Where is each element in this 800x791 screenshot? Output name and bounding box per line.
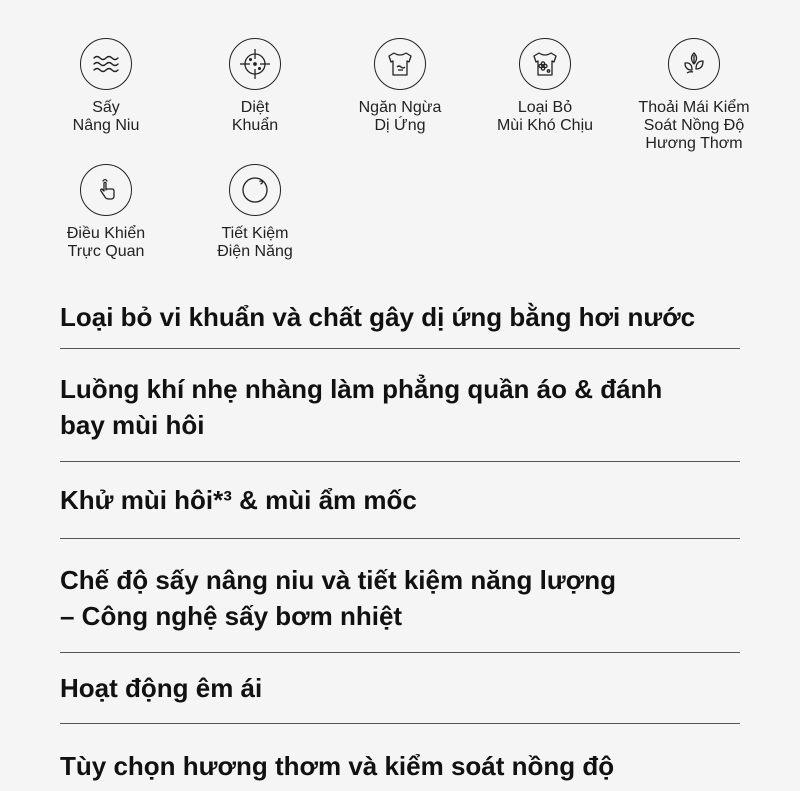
touch-icon	[80, 164, 132, 216]
accordion-item-title: Luồng khí nhẹ nhàng làm phẳng quần áo & đánh bay mùi hôi	[60, 374, 663, 440]
feature-fragrance-control	[619, 38, 769, 153]
leaves-icon	[668, 38, 720, 90]
feature-accordion	[60, 286, 740, 790]
feature-sterilize	[180, 38, 330, 135]
feature-label: Sấy Nâng Niu	[72, 99, 140, 134]
tshirt-flower-icon	[519, 38, 571, 90]
feature-icons-grid	[0, 0, 800, 280]
wave-icon	[80, 38, 132, 90]
tshirt-hand-icon	[374, 38, 426, 90]
feature-gentle-drying	[31, 38, 181, 135]
feature-label: Loại Bỏ Mùi Khó Chịu	[496, 99, 594, 134]
accordion-item-steam[interactable]	[60, 286, 740, 349]
feature-label: Ngăn Ngừa Dị Ứng	[358, 99, 442, 134]
feature-label: Tiết Kiệm Điện Năng	[217, 225, 293, 260]
accordion-item-heatpump[interactable]	[60, 539, 740, 653]
feature-anti-allergy	[325, 38, 475, 135]
crosshair-icon	[229, 38, 281, 90]
accordion-item-title: Hoạt động êm ái	[60, 673, 263, 703]
accordion-item-fragrance[interactable]	[60, 724, 740, 790]
feature-odor-removal	[470, 38, 620, 135]
feature-label: Điều Khiển Trực Quan	[66, 225, 146, 260]
feature-intuitive-control	[31, 164, 181, 261]
feature-energy-saving	[180, 164, 330, 261]
energy-ring-icon	[229, 164, 281, 216]
accordion-item-title: Chế độ sấy nâng niu và tiết kiệm năng lượng – Công nghệ sấy bơm nhiệt	[60, 564, 616, 631]
accordion-item-title: Khử mùi hôi*³ & mùi ẩm mốc	[60, 485, 417, 515]
accordion-item-quiet[interactable]	[60, 653, 740, 724]
accordion-item-deodorize[interactable]	[60, 462, 740, 539]
feature-label: Thoải Mái Kiểm Soát Nồng Độ Hương Thơm	[638, 99, 750, 152]
feature-label: Diệt Khuẩn	[231, 99, 279, 134]
accordion-item-title: Loại bỏ vi khuẩn và chất gây dị ứng bằng hơi nước	[60, 302, 696, 332]
accordion-item-airflow[interactable]	[60, 349, 740, 462]
accordion-item-title: Tùy chọn hương thơm và kiểm soát nồng độ	[60, 751, 615, 781]
